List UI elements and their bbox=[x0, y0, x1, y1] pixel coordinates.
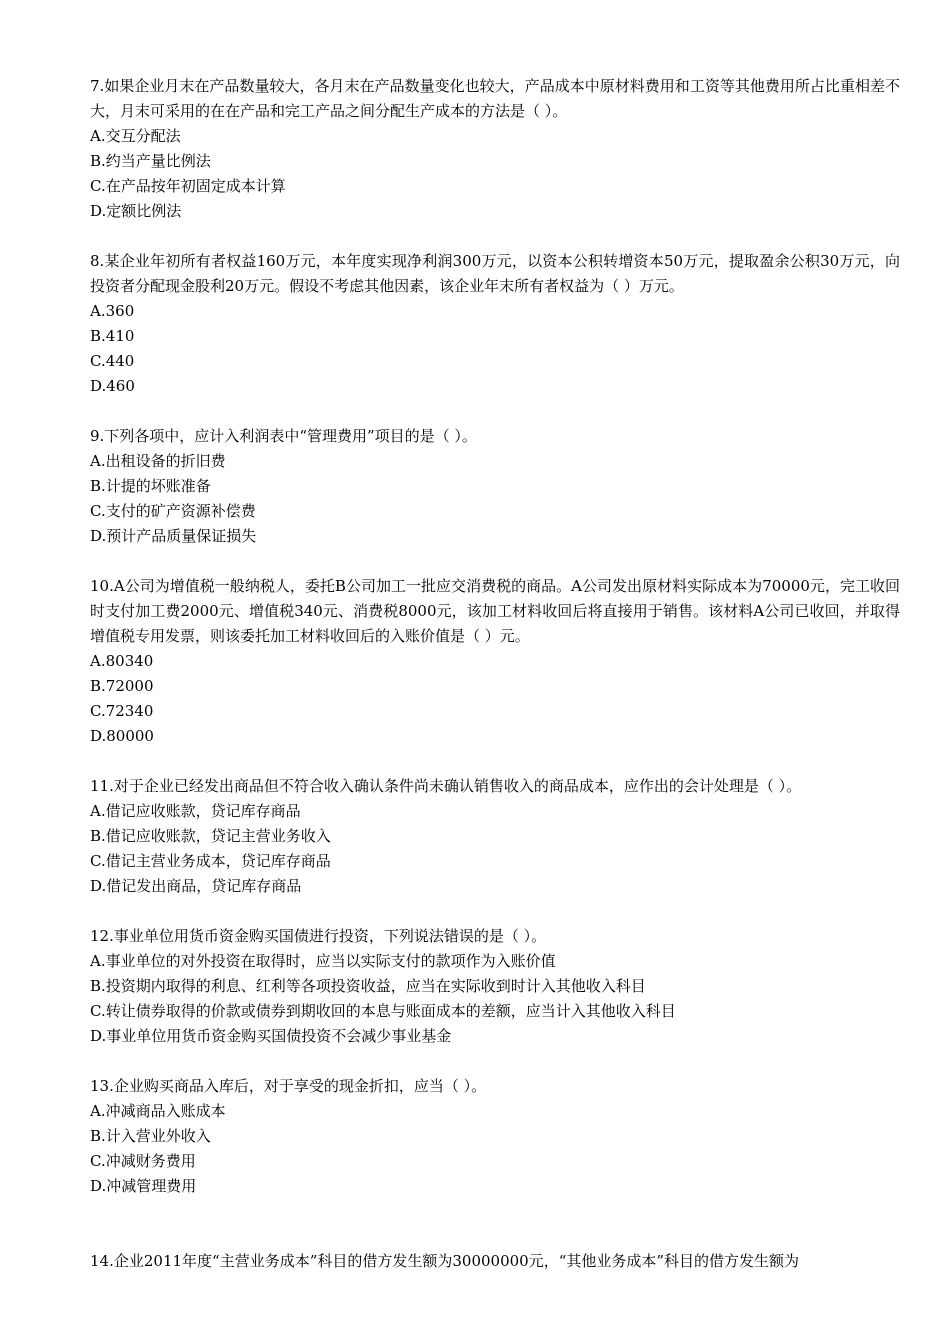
option-c: C.转让债券取得的价款或债券到期收回的本息与账面成本的差额，应当计入其他收入科目 bbox=[90, 1002, 676, 1020]
option-b: B.约当产量比例法 bbox=[90, 152, 211, 170]
option-d: D.事业单位用货币资金购买国债投资不会减少事业基金 bbox=[90, 1027, 452, 1045]
option-c: C.在产品按年初固定成本计算 bbox=[90, 177, 286, 195]
option-a: A.借记应收账款，贷记库存商品 bbox=[90, 802, 301, 820]
option-d: D.460 bbox=[90, 377, 135, 395]
option-b: B.410 bbox=[90, 327, 135, 345]
question-10 bbox=[90, 574, 900, 749]
option-a: A.交互分配法 bbox=[90, 127, 181, 145]
option-b: B.计入营业外收入 bbox=[90, 1127, 211, 1145]
question-stem: 14.企业2011年度“主营业务成本”科目的借方发生额为30000000元，“其他业务成本”科目的借方发生额为 bbox=[90, 1252, 800, 1270]
option-d: D.冲减管理费用 bbox=[90, 1177, 197, 1195]
option-b: B.计提的坏账准备 bbox=[90, 477, 211, 495]
question-stem: 12.事业单位用货币资金购买国债进行投资，下列说法错误的是（ ）。 bbox=[90, 927, 547, 945]
option-d: D.借记发出商品，贷记库存商品 bbox=[90, 877, 302, 895]
question-stem: 11.对于企业已经发出商品但不符合收入确认条件尚未确认销售收入的商品成本，应作出的会计处理是（ ）。 bbox=[90, 777, 802, 795]
question-stem: 9.下列各项中，应计入利润表中“管理费用”项目的是（ ）。 bbox=[90, 427, 477, 445]
option-a: A.出租设备的折旧费 bbox=[90, 452, 226, 470]
question-13 bbox=[90, 1074, 900, 1199]
question-stem: 7.如果企业月末在产品数量较大，各月末在产品数量变化也较大，产品成本中原材料费用和工资等其他费用所占比重相差不大，月末可采用的在在产品和完工产品之间分配生产成本的方法是（ ）。 bbox=[90, 77, 900, 120]
option-c: C.借记主营业务成本，贷记库存商品 bbox=[90, 852, 331, 870]
option-b: B.借记应收账款，贷记主营业务收入 bbox=[90, 827, 331, 845]
option-b: B.投资期内取得的利息、红利等各项投资收益，应当在实际收到时计入其他收入科目 bbox=[90, 977, 646, 995]
question-stem: 10.A公司为增值税一般纳税人，委托B公司加工一批应交消费税的商品。A公司发出原材料实际成本为70000元，完工收回时支付加工费2000元、增值税340元、消费税8000元，该加工材料收回后将直接用于销售。该材料A公司已收回，并取得增值税专用发票，则该委托加工材料收回后的入账价值是（ ）元。 bbox=[90, 577, 900, 645]
option-d: D.预计产品质量保证损失 bbox=[90, 527, 257, 545]
question-7 bbox=[90, 74, 900, 224]
question-9 bbox=[90, 424, 900, 549]
option-c: C.440 bbox=[90, 352, 135, 370]
option-d: D.80000 bbox=[90, 727, 154, 745]
question-stem: 8.某企业年初所有者权益160万元，本年度实现净利润300万元，以资本公积转增资本50万元，提取盈余公积30万元，向投资者分配现金股利20万元。假设不考虑其他因素，该企业年末所有者权益为（ ）万元。 bbox=[90, 252, 900, 295]
option-a: A.冲减商品入账成本 bbox=[90, 1102, 226, 1120]
option-c: C.72340 bbox=[90, 702, 154, 720]
option-a: A.事业单位的对外投资在取得时，应当以实际支付的款项作为入账价值 bbox=[90, 952, 556, 970]
question-8 bbox=[90, 249, 900, 399]
question-11 bbox=[90, 774, 900, 899]
option-a: A.360 bbox=[90, 302, 135, 320]
option-c: C.冲减财务费用 bbox=[90, 1152, 196, 1170]
option-c: C.支付的矿产资源补偿费 bbox=[90, 502, 256, 520]
option-a: A.80340 bbox=[90, 652, 154, 670]
option-d: D.定额比例法 bbox=[90, 202, 182, 220]
option-b: B.72000 bbox=[90, 677, 154, 695]
question-12 bbox=[90, 924, 900, 1049]
document-page bbox=[90, 74, 900, 1299]
question-14 bbox=[90, 1249, 900, 1274]
question-stem: 13.企业购买商品入库后，对于享受的现金折扣，应当（ ）。 bbox=[90, 1077, 487, 1095]
